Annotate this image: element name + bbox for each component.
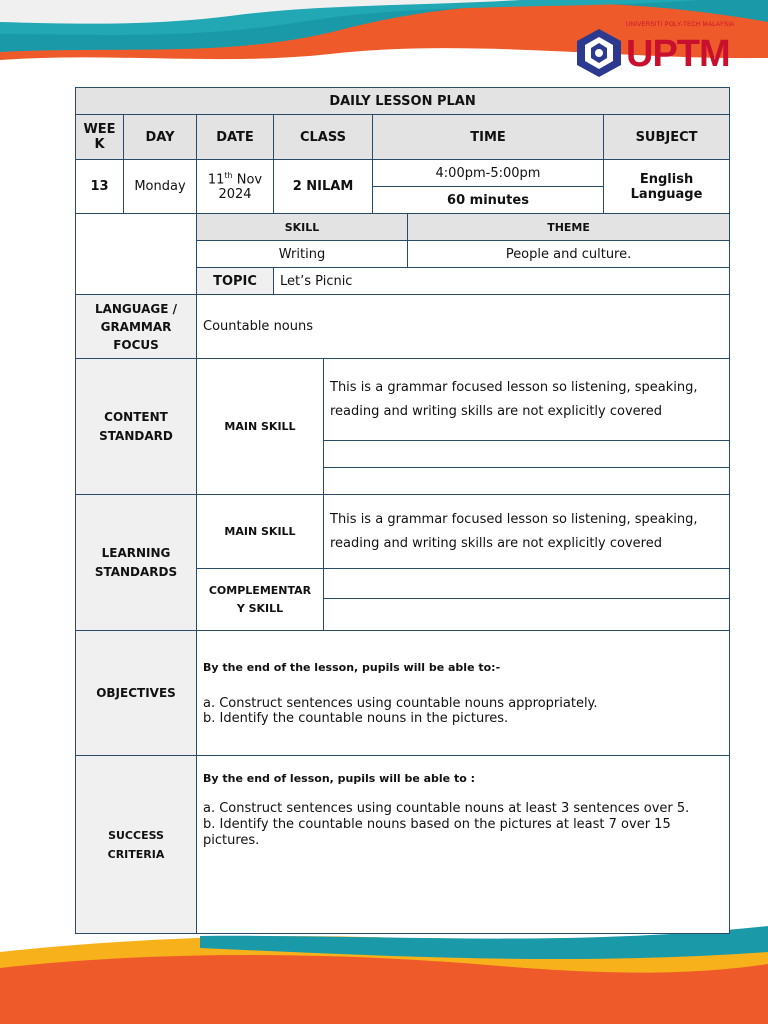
success-b: b. Identify the countable nouns based on the pictures at least 7 over 15 pictures. — [203, 817, 671, 848]
logo-wordmark: UPTM — [626, 33, 730, 75]
uptm-emblem-icon — [574, 28, 624, 78]
header-week: WEE K — [76, 115, 124, 160]
blank-cell — [76, 214, 197, 295]
header-day: DAY — [124, 115, 197, 160]
class-value: 2 NILAM — [274, 160, 373, 214]
learning-standards-label: LEARNING STANDARDS — [76, 495, 197, 631]
content-comp-skill-row-2 — [324, 468, 730, 495]
content-main-skill-text: This is a grammar focused lesson so listening, speaking, reading and writing skills are not explicitly covered — [324, 359, 730, 441]
logo-university-name: UNIVERSITI POLY-TECH MALAYSIA — [626, 22, 735, 28]
header-subject: SUBJECT — [604, 115, 730, 160]
duration-value: 60 minutes — [373, 187, 604, 214]
success-criteria-content — [197, 756, 730, 934]
header-date: DATE — [197, 115, 274, 160]
objectives-intro: By the end of the lesson, pupils will be able to:- — [203, 660, 501, 674]
theme-value: People and culture. — [408, 241, 730, 268]
week-value: 13 — [76, 160, 124, 214]
content-standard-label: CONTENT STANDARD — [76, 359, 197, 495]
plan-title: DAILY LESSON PLAN — [76, 88, 730, 115]
success-criteria-label: SUCCESS CRITERIA — [76, 756, 197, 934]
objective-b: b. Identify the countable nouns in the pictures. — [203, 710, 509, 726]
objectives-label: OBJECTIVES — [76, 631, 197, 756]
success-intro: By the end of lesson, pupils will be able to : — [203, 772, 476, 785]
time-value: 4:00pm-5:00pm — [373, 160, 604, 187]
content-main-skill-label: MAIN SKILL — [197, 359, 324, 495]
date-suffix: th — [224, 170, 233, 180]
day-value: Monday — [124, 160, 197, 214]
header-class: CLASS — [274, 115, 373, 160]
skill-value: Writing — [197, 241, 408, 268]
theme-header: THEME — [408, 214, 730, 241]
subject-value: English Language — [604, 160, 730, 214]
success-a: a. Construct sentences using countable nouns at least 3 sentences over 5. — [203, 801, 690, 816]
date-day: 11 — [207, 172, 225, 188]
learning-comp-skill-label: COMPLEMENTAR Y SKILL — [197, 569, 324, 631]
topic-label: TOPIC — [197, 268, 274, 295]
learning-comp-skill-row-1 — [324, 569, 730, 599]
learning-main-skill-text: This is a grammar focused lesson so listening, speaking, reading and writing skills are not explicitly covered — [324, 495, 730, 569]
learning-main-skill-label: MAIN SKILL — [197, 495, 324, 569]
skill-header: SKILL — [197, 214, 408, 241]
objective-a: a. Construct sentences using countable nouns appropriately. — [203, 695, 598, 711]
content-comp-skill-row-1 — [324, 441, 730, 468]
uptm-logo — [574, 20, 738, 86]
objectives-content — [197, 631, 730, 756]
date-year: 2024 — [218, 187, 252, 203]
grammar-focus-value: Countable nouns — [197, 295, 730, 359]
learning-comp-skill-row-2 — [324, 599, 730, 631]
header-time: TIME — [373, 115, 604, 160]
date-month: Nov — [232, 172, 263, 188]
lesson-plan-table — [75, 87, 730, 934]
grammar-focus-label: LANGUAGE / GRAMMAR FOCUS — [76, 295, 197, 359]
topic-value: Let’s Picnic — [274, 268, 730, 295]
date-value — [197, 160, 274, 214]
